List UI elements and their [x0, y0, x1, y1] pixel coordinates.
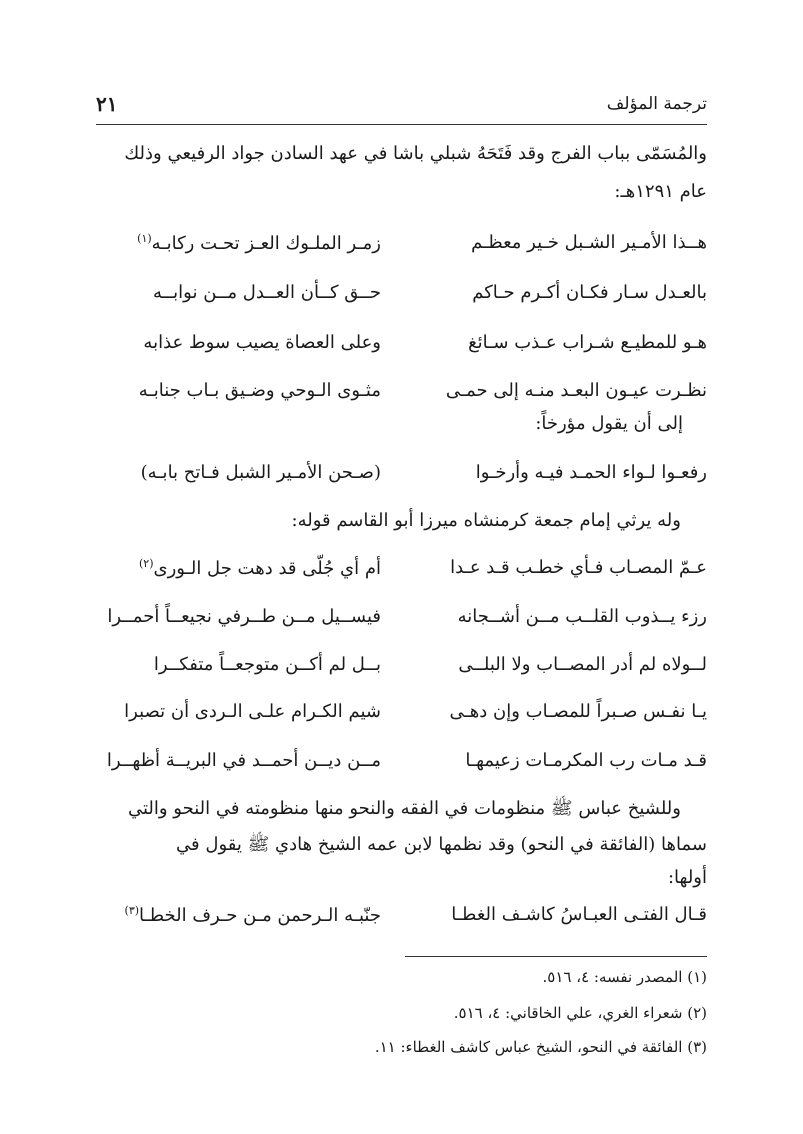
verse-line — [96, 904, 707, 936]
verse-line — [96, 606, 707, 638]
verse-hemistich-first: نظـرت عيـون البعـد منـه إلى حمـى — [445, 380, 707, 401]
footnote-ref: (٣) — [124, 904, 140, 917]
verse-hemistich-first: هــذا الأمـير الشـبل خـير معظـم — [471, 232, 707, 253]
footnote-ref: (٢) — [138, 557, 154, 570]
paragraph-line: أولها: — [667, 867, 707, 888]
paragraph-line: والمُسَمّى بباب الفرج وقد فَتَحَهُ شبلي باشا في عهد السادن جواد الرفيعي وذلك — [124, 143, 707, 164]
verse-hemistich-first: عـمّ المصـاب فـأي خطـب قـد عـدا — [450, 557, 707, 578]
footnote-ref: (١) — [137, 232, 152, 245]
verse-hemistich-first: بالعـدل سـار فكـان أكـرم حـاكم — [472, 282, 707, 303]
verse-line — [96, 380, 707, 412]
verse-line — [96, 332, 707, 364]
verse-hemistich-second: مــن ديــن أحمــد في البريــة أظهــرا — [106, 750, 381, 771]
footnote-separator — [405, 956, 707, 957]
verse-line — [96, 701, 707, 733]
paragraph-line: عام ١٢٩١هـ: — [614, 181, 707, 202]
verse-hemistich-second: وعلى العصاة يصيب سوط عذابه — [143, 332, 381, 353]
paragraph-line: إلى أن يقول مؤرخاً: — [535, 413, 683, 434]
verse-hemistich-first: يـا نفـس صـبراً للمصـاب وإن دهـى — [449, 701, 707, 722]
header-title: ترجمة المؤلف — [606, 94, 707, 114]
running-header — [96, 88, 707, 125]
verse-line — [96, 557, 707, 589]
footnote: (٢) شعراء الغري، علي الخاقاني: ٤، ٥١٦. — [453, 1004, 707, 1022]
verse-hemistich-first: قـد مـات رب المكرمـات زعيمهـا — [465, 750, 707, 771]
verse-line — [96, 654, 707, 686]
verse-hemistich-first: لــولاه لم أدر المصــاب ولا البلــى — [458, 654, 707, 675]
footnote: (٣) الفائقة في النحو، الشيخ عباس كاشف الغطاء: ١١. — [374, 1038, 707, 1056]
verse-line — [96, 462, 707, 494]
verse-hemistich-second: مثـوى الـوحي وضـيق بـاب جنابـه — [138, 380, 381, 401]
paragraph-line: وله يرثي إمام جمعة كرمنشاه ميرزا أبو القاسم قوله: — [291, 510, 681, 531]
verse-line — [96, 282, 707, 314]
verse-line — [96, 232, 707, 264]
verse-hemistich-second: زمـر الملـوك العـز تحـت ركابـه$^{(١)}$ — [137, 232, 381, 254]
verse-hemistich-second: شيم الكـرام علـى الـردى أن تصبرا — [124, 701, 381, 722]
verse-hemistich-first: رزء يــذوب القلــب مــن أشــجانه — [457, 606, 707, 627]
verse-hemistich-second: فيســيل مــن طــرفي نجيعــاً أحمــرا — [107, 606, 381, 627]
verse-hemistich-first: قـال الفتـى العبـاسُ كاشـف الغطـا — [451, 904, 707, 925]
page-number: ٢١ — [96, 92, 118, 116]
paragraph-line: سماها (الفائقة في النحو) وقد نظمها لابن عمه الشيخ هادي ﷺ يقول في — [176, 834, 707, 855]
verse-hemistich-first: هـو للمطيـع شـراب عـذب سـائغ — [468, 332, 707, 353]
verse-hemistich-second: حــق كــأن العــدل مــن نوابــه — [152, 282, 381, 303]
verse-line — [96, 750, 707, 782]
verse-hemistich-second: أم أي جُلّى قد دهت جل الـورى$^{(٢)}$ — [138, 557, 381, 579]
paragraph-line: وللشيخ عباس ﷺ منظومات في الفقه والنحو منها منظومته في النحو والتي — [127, 798, 681, 819]
verse-hemistich-second: جنّبـه الـرحمن مـن حـرف الخطـا$^{(٣)}$ — [124, 904, 381, 926]
verse-hemistich-second: (صـحن الأمـير الشبل فـاتح بابـه) — [140, 462, 381, 483]
verse-hemistich-second: بــل لم أكــن متوجعــاً متفكــرا — [153, 654, 381, 675]
verse-hemistich-first: رفعـوا لـواء الحمـد فيـه وأرخـوا — [475, 462, 707, 483]
footnote: (١) المصدر نفسه: ٤، ٥١٦. — [542, 968, 707, 986]
